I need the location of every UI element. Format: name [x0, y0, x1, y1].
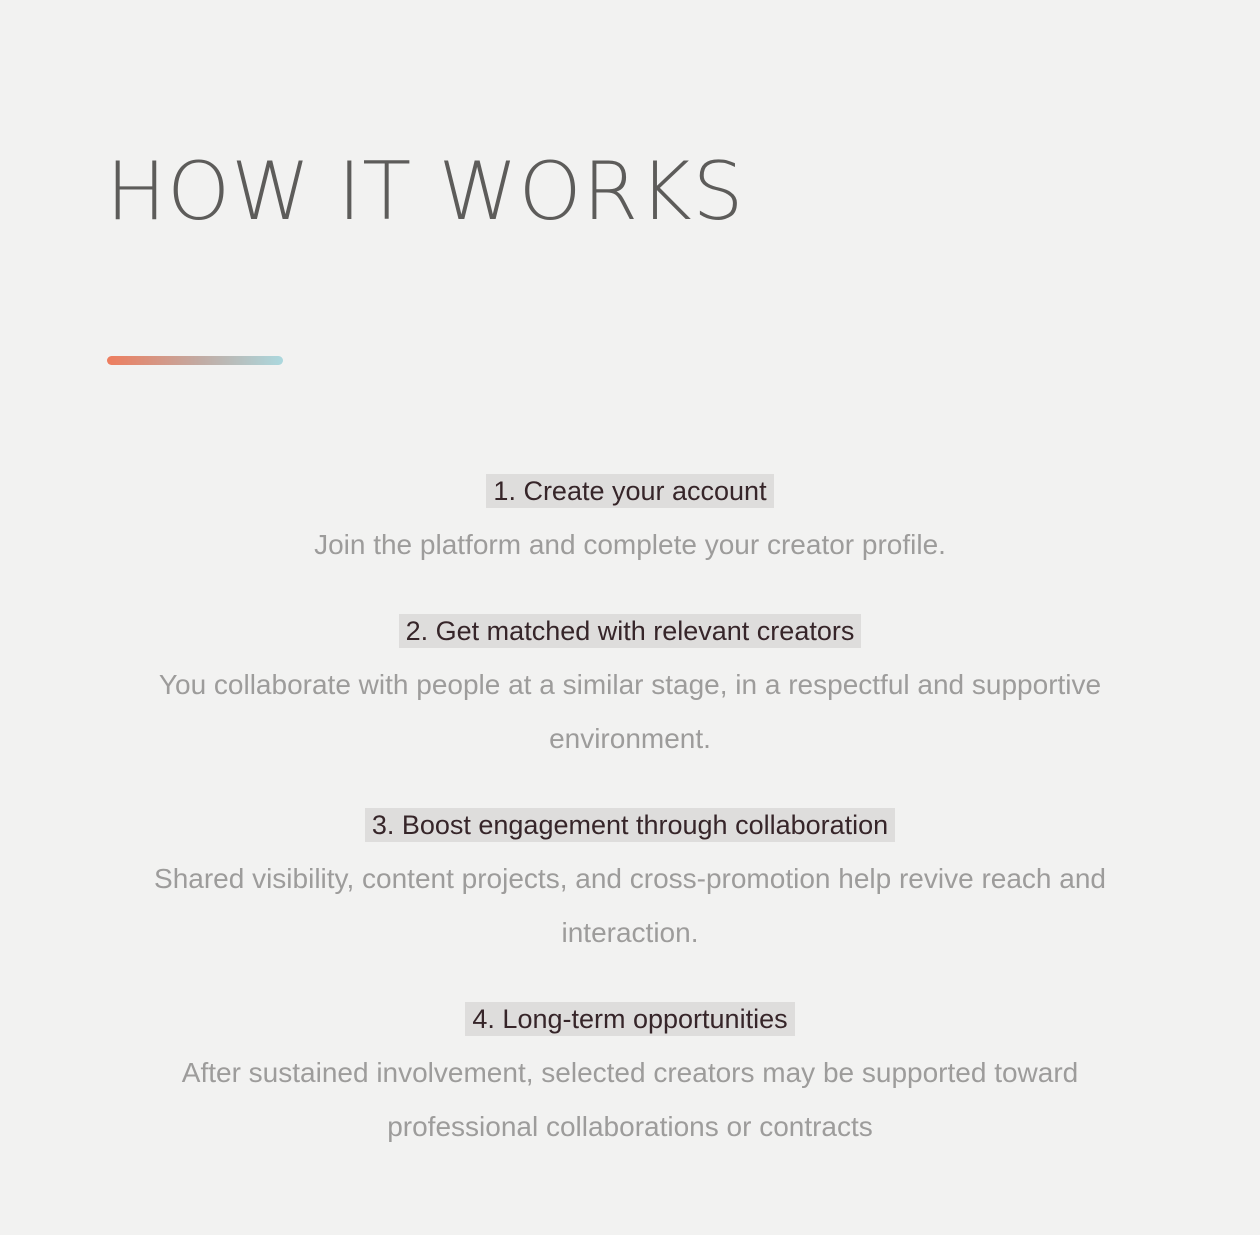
page-title: HOW IT WORKS [106, 145, 745, 238]
step-description: Shared visibility, content projects, and cross-promotion help revive reach and interaction. [154, 863, 1106, 948]
step-description: You collaborate with people at a similar stage, in a respectful and supportive environment. [158, 669, 1102, 754]
step-title: 2. Get matched with relevant creators [399, 614, 862, 648]
step-title: 1. Create your account [486, 474, 773, 508]
step-title: 3. Boost engagement through collaboration [365, 808, 895, 842]
step-item [112, 1002, 1148, 1154]
steps-list [112, 474, 1148, 1154]
step-item [112, 474, 1148, 572]
step-description: Join the platform and complete your creator profile. [314, 529, 946, 560]
step-title: 4. Long-term opportunities [465, 1002, 794, 1036]
step-item [112, 614, 1148, 766]
step-description: After sustained involvement, selected creators may be supported toward professional collaborations or contracts [181, 1057, 1079, 1142]
step-item [112, 808, 1148, 960]
gradient-divider [107, 356, 283, 365]
